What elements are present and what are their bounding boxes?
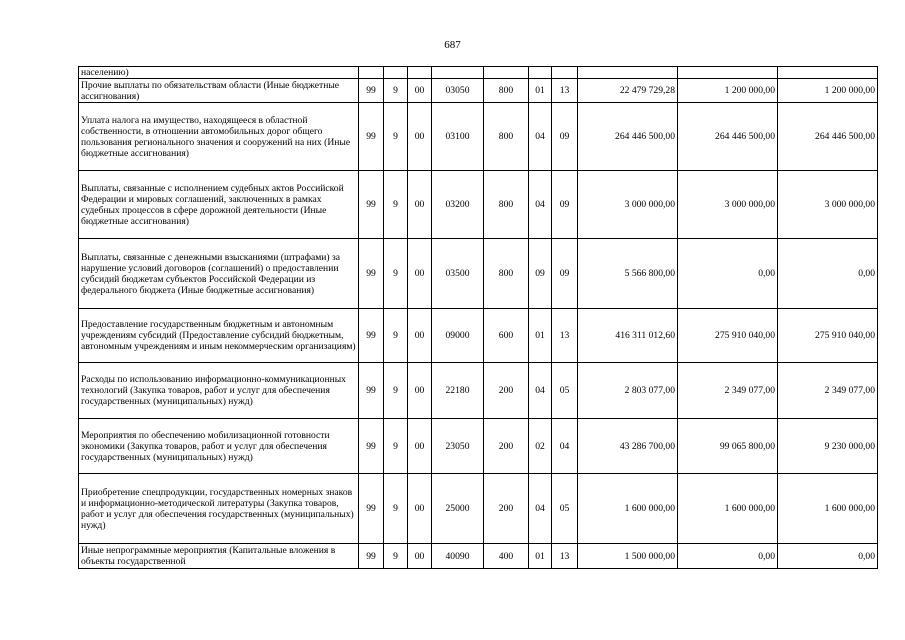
expense-name-cell: Мероприятия по обеспечению мобилизационной готовности экономики (Закупка товаров, работ и услуг для обеспечения государственных (муниципальных) нужд)	[79, 419, 359, 474]
subsection-cell: 13	[552, 309, 578, 363]
table-row	[79, 309, 878, 363]
expense-type-cell	[484, 67, 529, 79]
amount-year1-cell: 2 803 077,00	[578, 363, 678, 419]
table-row	[79, 79, 878, 103]
subsection-cell: 05	[552, 363, 578, 419]
program-code-cell: 99	[359, 79, 384, 103]
subsection-cell: 13	[552, 544, 578, 569]
amount-year3-cell: 275 910 040,00	[778, 309, 878, 363]
page-number: 687	[444, 39, 461, 51]
expense-name-cell: Приобретение спецпродукции, государственных номерных знаков и информационно-методической литературы (Закупка товаров, работ и услуг для обеспечения государственных (муниципальных) нужд)	[79, 474, 359, 544]
program-code-cell: 99	[359, 363, 384, 419]
subprogram-code-cell: 9	[384, 309, 408, 363]
direction-code-cell: 25000	[432, 474, 484, 544]
expense-name-cell: Уплата налога на имущество, находящееся в областной собственности, в отношении автомобильных дорог общего пользования регионального значения и сооружений на них (Иные бюджетные ассигнования)	[79, 103, 359, 171]
expense-name-cell: Прочие выплаты по обязательствам области (Иные бюджетные ассигнования)	[79, 79, 359, 103]
amount-year1-cell: 43 286 700,00	[578, 419, 678, 474]
event-code-cell: 00	[408, 363, 432, 419]
subprogram-code-cell: 9	[384, 79, 408, 103]
program-code-cell: 99	[359, 474, 384, 544]
subsection-cell: 09	[552, 171, 578, 239]
amount-year2-cell: 1 200 000,00	[678, 79, 778, 103]
expense-type-cell: 600	[484, 309, 529, 363]
subprogram-code-cell: 9	[384, 544, 408, 569]
subsection-cell: 05	[552, 474, 578, 544]
subsection-cell: 13	[552, 79, 578, 103]
program-code-cell: 99	[359, 171, 384, 239]
amount-year1-cell: 3 000 000,00	[578, 171, 678, 239]
section-cell: 02	[529, 419, 552, 474]
amount-year1-cell: 22 479 729,28	[578, 79, 678, 103]
table-row	[79, 103, 878, 171]
amount-year3-cell: 0,00	[778, 239, 878, 309]
subsection-cell: 09	[552, 239, 578, 309]
subprogram-code-cell: 9	[384, 419, 408, 474]
expense-name-cell: Выплаты, связанные с денежными взысканиями (штрафами) за нарушение условий договоров (соглашений) о предоставлении субсидий бюджетам субъектов Российской Федерации из федерального бюджета (Иные бюджетные ассигнования)	[79, 239, 359, 309]
amount-year2-cell: 3 000 000,00	[678, 171, 778, 239]
program-code-cell: 99	[359, 239, 384, 309]
amount-year1-cell: 416 311 012,60	[578, 309, 678, 363]
amount-year2-cell: 99 065 800,00	[678, 419, 778, 474]
amount-year1-cell: 264 446 500,00	[578, 103, 678, 171]
table-row	[79, 363, 878, 419]
amount-year1-cell: 1 500 000,00	[578, 544, 678, 569]
direction-code-cell: 03500	[432, 239, 484, 309]
program-code-cell	[359, 67, 384, 79]
amount-year3-cell: 0,00	[778, 544, 878, 569]
expense-type-cell: 200	[484, 363, 529, 419]
event-code-cell: 00	[408, 171, 432, 239]
section-cell: 04	[529, 103, 552, 171]
section-cell: 04	[529, 171, 552, 239]
event-code-cell: 00	[408, 239, 432, 309]
amount-year1-cell: 5 566 800,00	[578, 239, 678, 309]
amount-year2-cell: 275 910 040,00	[678, 309, 778, 363]
amount-year3-cell: 3 000 000,00	[778, 171, 878, 239]
section-cell: 01	[529, 544, 552, 569]
subsection-cell: 04	[552, 419, 578, 474]
section-cell	[529, 67, 552, 79]
direction-code-cell: 40090	[432, 544, 484, 569]
amount-year3-cell: 1 200 000,00	[778, 79, 878, 103]
expense-type-cell: 800	[484, 239, 529, 309]
amount-year2-cell: 2 349 077,00	[678, 363, 778, 419]
expense-name-cell: Выплаты, связанные с исполнением судебных актов Российской Федерации и мировых соглашений, заключенных в рамках судебных процессов в сфере дорожной деятельности (Иные бюджетные ассигнования)	[79, 171, 359, 239]
event-code-cell	[408, 67, 432, 79]
expense-type-cell: 200	[484, 419, 529, 474]
table-row	[79, 419, 878, 474]
subsection-cell	[552, 67, 578, 79]
expense-type-cell: 800	[484, 103, 529, 171]
expense-name-cell: Иные непрограммные мероприятия (Капитальные вложения в объекты государственной	[79, 544, 359, 569]
expense-name-cell: Предоставление государственным бюджетным и автономным учреждениям субсидий (Предоставление субсидий бюджетным, автономным учреждениям и иным некоммерческим организациям)	[79, 309, 359, 363]
amount-year3-cell	[778, 67, 878, 79]
program-code-cell: 99	[359, 419, 384, 474]
table-row	[79, 544, 878, 569]
direction-code-cell: 03050	[432, 79, 484, 103]
section-cell: 01	[529, 79, 552, 103]
subprogram-code-cell: 9	[384, 171, 408, 239]
event-code-cell: 00	[408, 419, 432, 474]
amount-year3-cell: 264 446 500,00	[778, 103, 878, 171]
expense-type-cell: 400	[484, 544, 529, 569]
table-row	[79, 171, 878, 239]
direction-code-cell: 23050	[432, 419, 484, 474]
section-cell: 04	[529, 474, 552, 544]
subprogram-code-cell	[384, 67, 408, 79]
direction-code-cell	[432, 67, 484, 79]
amount-year1-cell: 1 600 000,00	[578, 474, 678, 544]
subprogram-code-cell: 9	[384, 103, 408, 171]
section-cell: 04	[529, 363, 552, 419]
amount-year3-cell: 9 230 000,00	[778, 419, 878, 474]
table-row	[79, 239, 878, 309]
expense-type-cell: 800	[484, 171, 529, 239]
expense-type-cell: 200	[484, 474, 529, 544]
table-row	[79, 67, 878, 79]
subprogram-code-cell: 9	[384, 239, 408, 309]
direction-code-cell: 03200	[432, 171, 484, 239]
section-cell: 09	[529, 239, 552, 309]
expense-name-cell: Расходы по использованию информационно-коммуникационных технологий (Закупка товаров, работ и услуг для обеспечения государственных (муниципальных) нужд)	[79, 363, 359, 419]
event-code-cell: 00	[408, 103, 432, 171]
direction-code-cell: 03100	[432, 103, 484, 171]
table-row	[79, 474, 878, 544]
amount-year2-cell: 0,00	[678, 544, 778, 569]
subprogram-code-cell: 9	[384, 474, 408, 544]
event-code-cell: 00	[408, 79, 432, 103]
section-cell: 01	[529, 309, 552, 363]
amount-year3-cell: 2 349 077,00	[778, 363, 878, 419]
event-code-cell: 00	[408, 474, 432, 544]
budget-table	[78, 66, 878, 569]
expense-type-cell: 800	[484, 79, 529, 103]
amount-year2-cell: 0,00	[678, 239, 778, 309]
amount-year2-cell	[678, 67, 778, 79]
program-code-cell: 99	[359, 309, 384, 363]
subprogram-code-cell: 9	[384, 363, 408, 419]
program-code-cell: 99	[359, 544, 384, 569]
amount-year2-cell: 1 600 000,00	[678, 474, 778, 544]
amount-year3-cell: 1 600 000,00	[778, 474, 878, 544]
event-code-cell: 00	[408, 309, 432, 363]
subsection-cell: 09	[552, 103, 578, 171]
program-code-cell: 99	[359, 103, 384, 171]
amount-year2-cell: 264 446 500,00	[678, 103, 778, 171]
expense-name-cell: населению)	[79, 67, 359, 79]
direction-code-cell: 22180	[432, 363, 484, 419]
event-code-cell: 00	[408, 544, 432, 569]
direction-code-cell: 09000	[432, 309, 484, 363]
amount-year1-cell	[578, 67, 678, 79]
